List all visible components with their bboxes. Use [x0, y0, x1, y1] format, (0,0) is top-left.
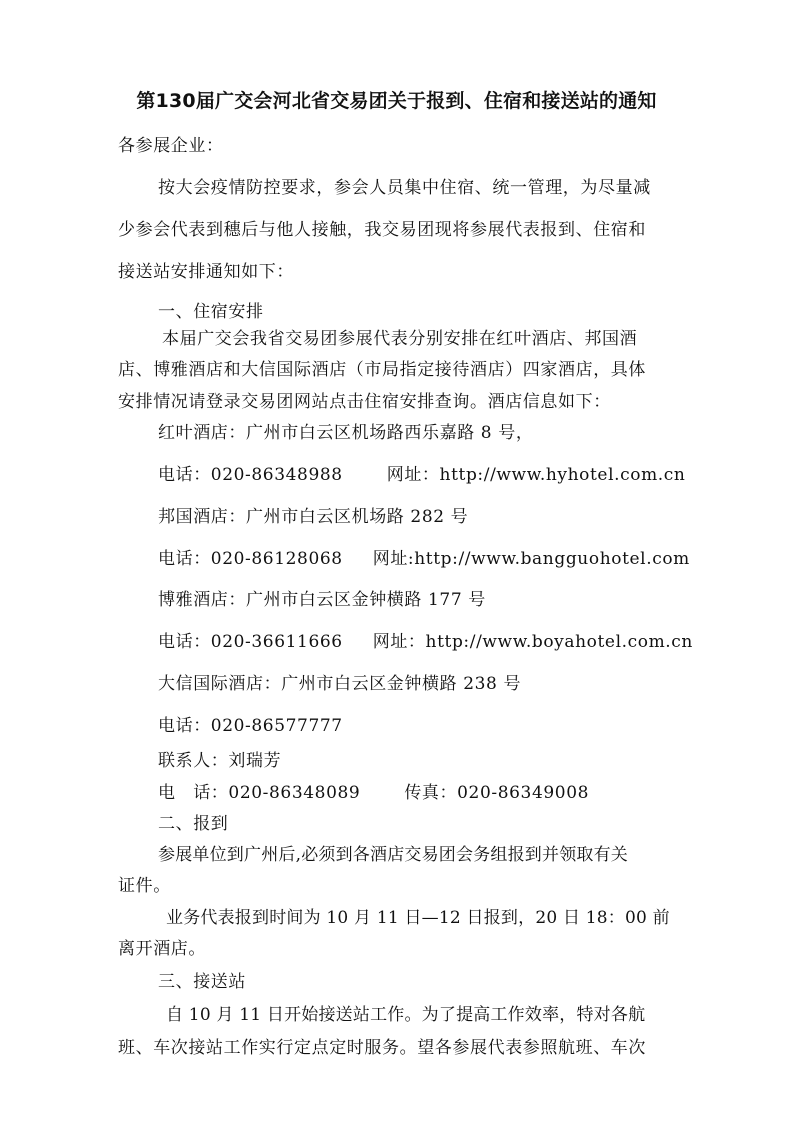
- hotel-2-contact: [158, 544, 690, 569]
- hotel-3-phone: 电话：020-36611666: [158, 632, 343, 652]
- contact-phone: 电 话：020-86348089: [158, 783, 361, 803]
- hotel-4-phone: 电话：020-86577777: [158, 716, 343, 736]
- intro-line-1: 按大会疫情防控要求，参会人员集中住宿、统一管理，为尽量减: [158, 178, 651, 198]
- registration-para-2-line-1: 业务代表报到时间为 10 月 11 日—12 日报到，20 日 18：00 前: [166, 908, 670, 928]
- hotel-1-address: 红叶酒店：广州市白云区机场路西乐嘉路 8 号，: [158, 423, 534, 443]
- hotel-2-phone: 电话：020-86128068: [158, 549, 343, 569]
- hotel-4-address: 大信国际酒店：广州市白云区金钟横路 238 号: [158, 674, 522, 694]
- intro-line-3: 接送站安排通知如下：: [118, 262, 294, 282]
- section-heading-registration: 二、报到: [158, 814, 229, 834]
- contact-fax: 传真：020-86349008: [404, 783, 590, 803]
- pickup-para-line-1: 自 10 月 11 日开始接送站工作。为了提高工作效率，特对各航: [166, 1005, 646, 1025]
- pickup-para-line-2: 班、车次接站工作实行定点定时服务。望各参展代表参照航班、车次: [118, 1038, 646, 1058]
- document-title: 第130届广交会河北省交易团关于报到、住宿和接送站的通知: [136, 90, 657, 112]
- hotel-2-website: 网址:http://www.bangguohotel.com: [372, 549, 690, 569]
- hotel-1-phone: 电话：020-86348988: [158, 465, 343, 485]
- registration-para-1-line-2: 证件。: [118, 876, 171, 896]
- contact-person: 联系人：刘瑞芳: [158, 751, 282, 771]
- registration-para-1-line-1: 参展单位到广州后,必须到各酒店交易团会务组报到并领取有关: [158, 845, 629, 865]
- accommodation-para-line-3: 安排情况请登录交易团网站点击住宿安排查询。酒店信息如下：: [118, 392, 611, 412]
- hotel-1-website: 网址：http://www.hyhotel.com.cn: [386, 465, 686, 485]
- salutation: 各参展企业：: [118, 136, 224, 156]
- accommodation-para-line-2: 店、博雅酒店和大信国际酒店（市局指定接待酒店）四家酒店，具体: [118, 360, 646, 380]
- intro-line-2: 少参会代表到穗后与他人接触，我交易团现将参展代表报到、住宿和: [118, 220, 646, 240]
- hotel-3-address: 博雅酒店：广州市白云区金钟横路 177 号: [158, 590, 486, 610]
- hotel-3-contact: [158, 627, 693, 652]
- hotel-1-contact: [158, 460, 685, 485]
- hotel-3-website: 网址：http://www.boyahotel.com.cn: [372, 632, 693, 652]
- contact-details: [158, 778, 589, 803]
- accommodation-para-line-1: 本届广交会我省交易团参展代表分别安排在红叶酒店、邦国酒: [162, 329, 638, 349]
- section-heading-pickup: 三、接送站: [158, 972, 246, 992]
- section-heading-accommodation: 一、住宿安排: [158, 302, 264, 322]
- registration-para-2-line-2: 离开酒店。: [118, 939, 206, 959]
- hotel-2-address: 邦国酒店：广州市白云区机场路 282 号: [158, 507, 469, 527]
